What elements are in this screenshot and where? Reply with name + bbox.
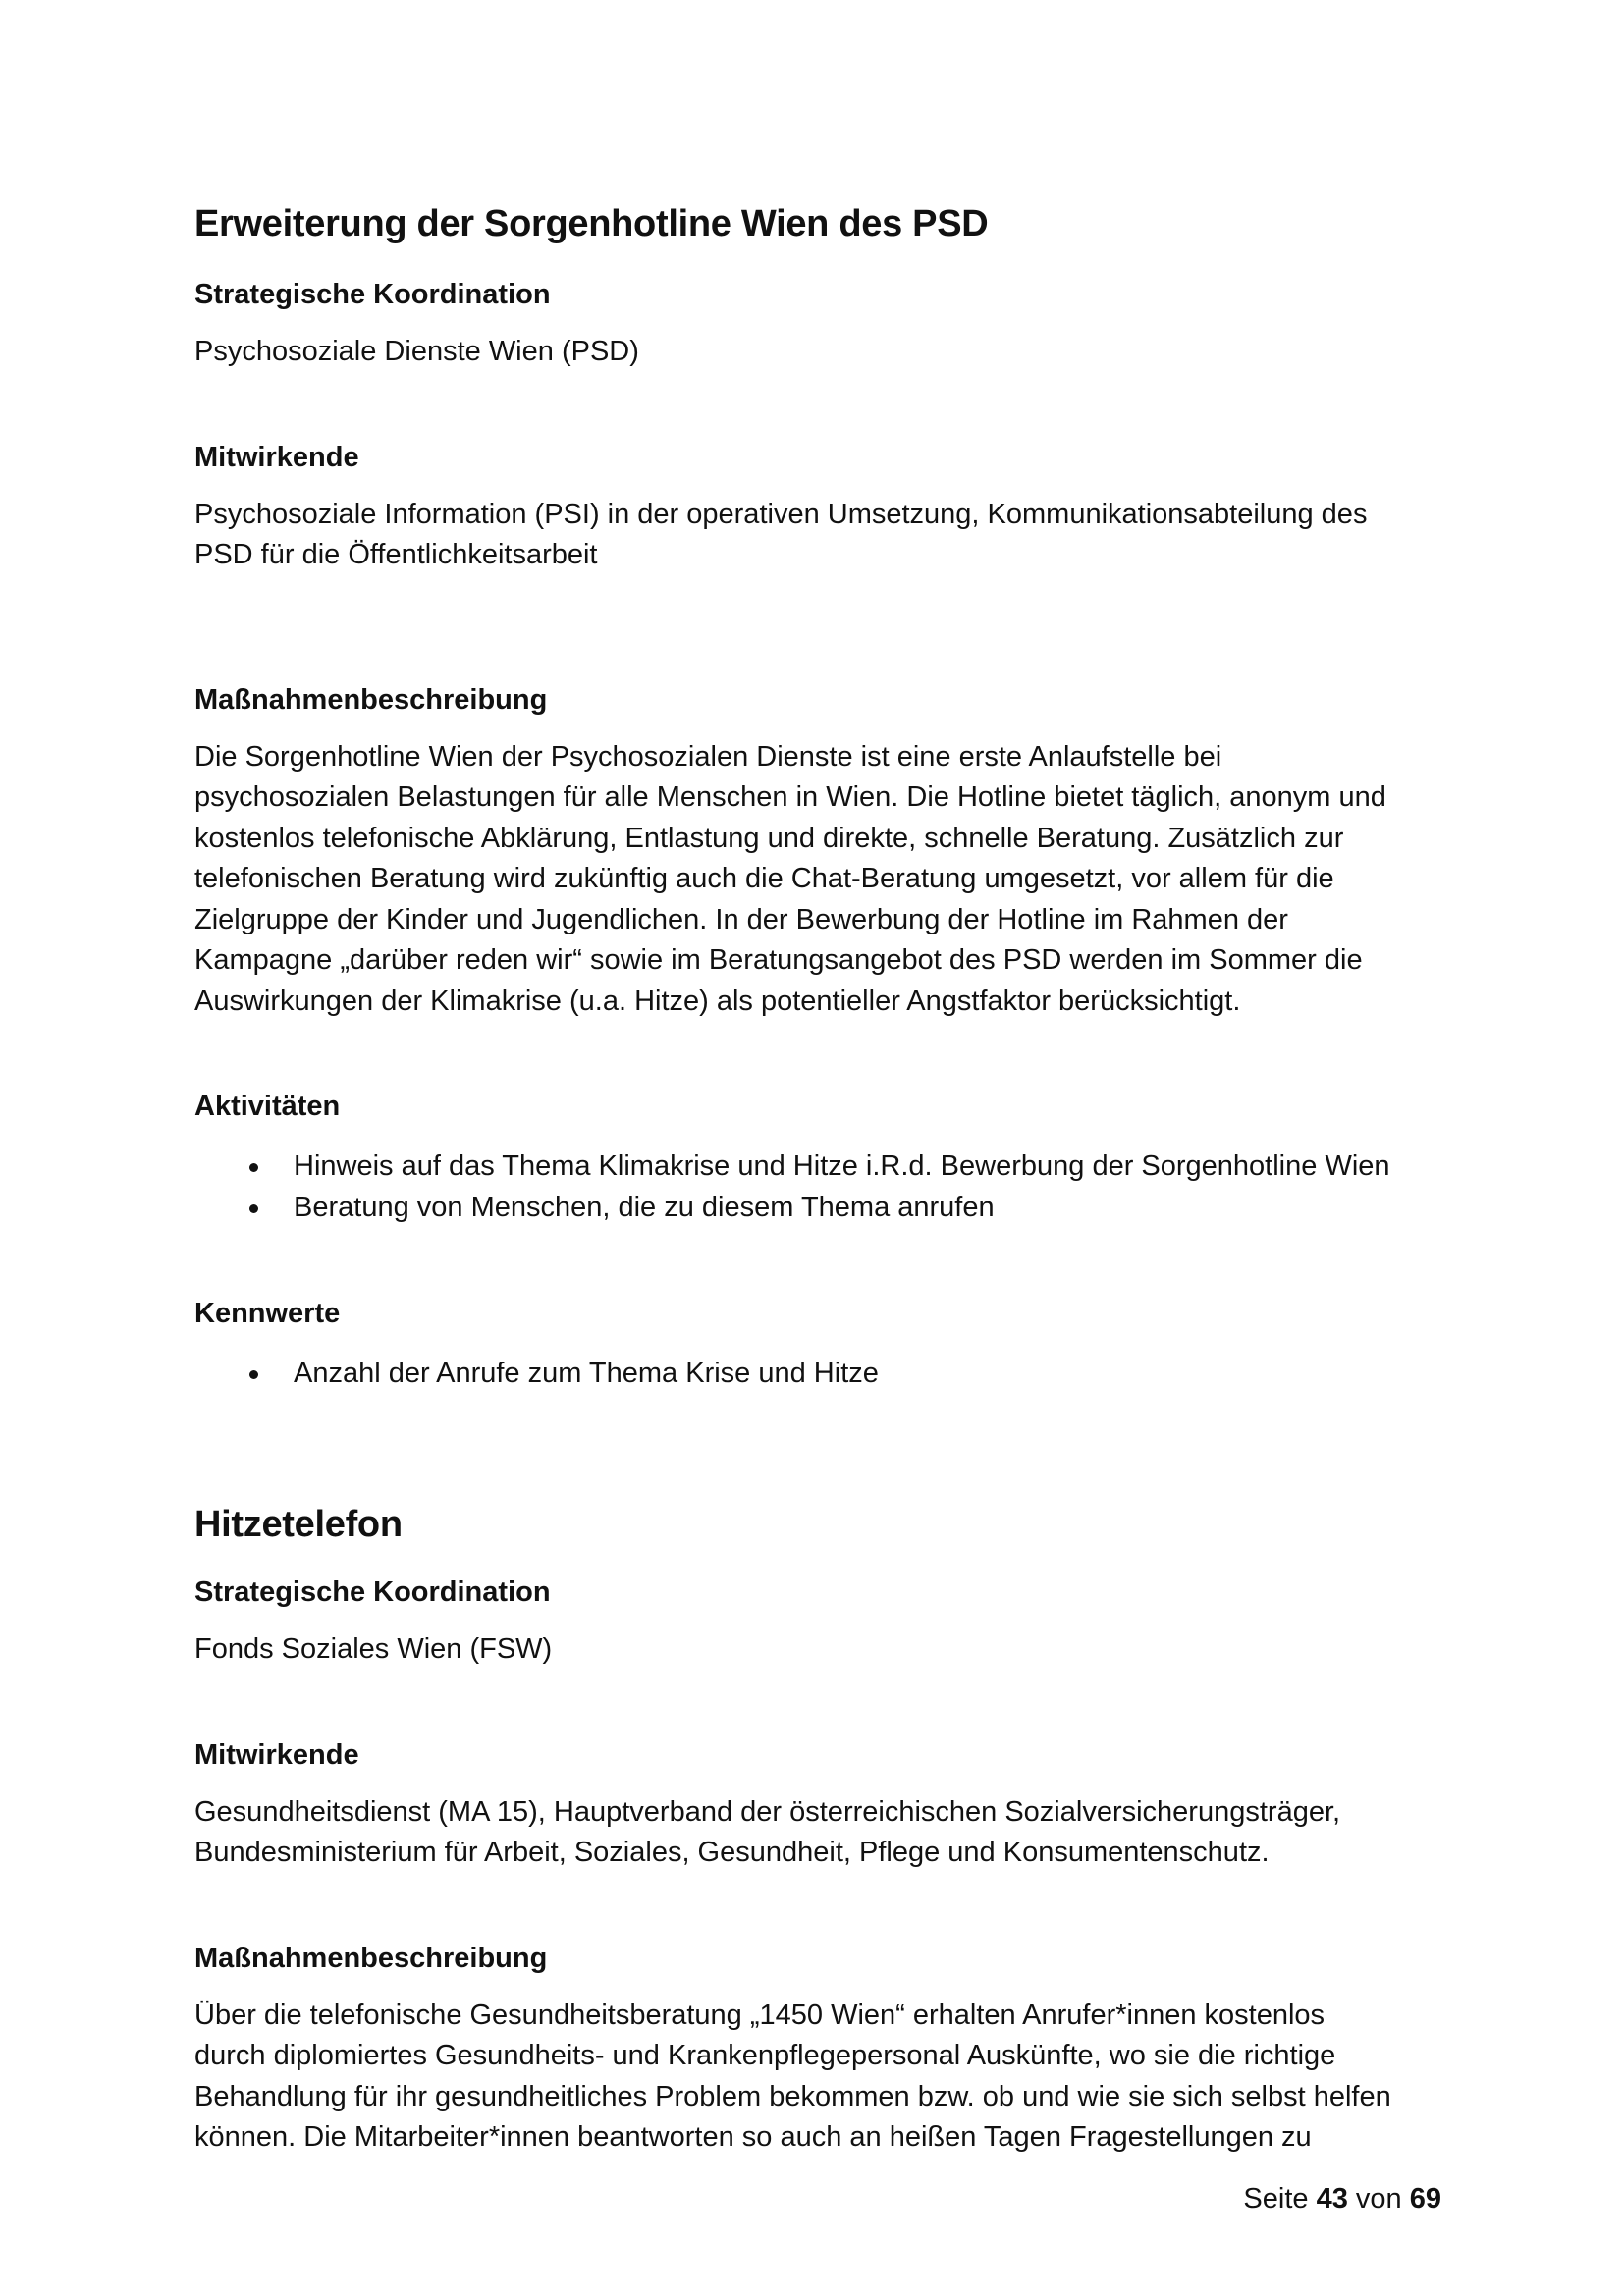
participants-line: Psychosoziale Information (PSI) in der operativen Umsetzung, Kommunikationsabteilung des: [194, 499, 1368, 530]
page-number: [1243, 2179, 1441, 2218]
description-line: Über die telefonische Gesundheitsberatung „1450 Wien“ erhalten Anrufer*innen kostenlos: [194, 2000, 1326, 2031]
page-prefix: Seite: [1243, 2183, 1309, 2215]
coordination-value: Fonds Soziales Wien (FSW): [194, 1633, 553, 1665]
section-title: Erweiterung der Sorgenhotline Wien des PSD: [194, 203, 989, 244]
description-line: Die Sorgenhotline Wien der Psychosozialen Dienste ist eine erste Anlaufstelle bei: [194, 741, 1222, 773]
kpi-heading: Kennwerte: [194, 1298, 341, 1329]
list-item: Hinweis auf das Thema Klimakrise und Hitze i.R.d. Bewerbung der Sorgenhotline Wien: [194, 1147, 1390, 1188]
document-page: [194, 0, 1451, 2296]
description-line: Kampagne „darüber reden wir“ sowie im Beratungsangebot des PSD werden im Sommer die: [194, 944, 1363, 976]
list-item: Beratung von Menschen, die zu diesem Thema anrufen: [194, 1188, 1390, 1229]
description-label: Maßnahmenbeschreibung: [194, 684, 548, 716]
description-line: Behandlung für ihr gesundheitliches Problem bekommen bzw. ob und wie sie sich selbst helfen: [194, 2081, 1391, 2112]
section-title: Hitzetelefon: [194, 1504, 403, 1545]
activities-heading: Aktivitäten: [194, 1091, 341, 1122]
total-pages: 69: [1409, 2183, 1441, 2215]
participants-line: PSD für die Öffentlichkeitsarbeit: [194, 539, 598, 570]
participants-label: Mitwirkende: [194, 1739, 359, 1771]
coordination-label: Strategische Koordination: [194, 279, 551, 310]
description-line: können. Die Mitarbeiter*innen beantworten so auch an heißen Tagen Fragestellungen zu: [194, 2121, 1312, 2153]
bullet-icon: [249, 1204, 258, 1213]
kpi-list: [194, 1354, 879, 1395]
coordination-value: Psychosoziale Dienste Wien (PSD): [194, 336, 639, 367]
participants-line: Gesundheitsdienst (MA 15), Hauptverband der österreichischen Sozialversicherungsträger,: [194, 1796, 1341, 1828]
description-line: psychosozialen Belastungen für alle Menschen in Wien. Die Hotline bietet täglich, anonym und: [194, 781, 1386, 813]
current-page: 43: [1316, 2183, 1348, 2215]
coordination-label: Strategische Koordination: [194, 1576, 551, 1608]
description-label: Maßnahmenbeschreibung: [194, 1943, 548, 1974]
bullet-icon: [249, 1370, 258, 1379]
list-item: Anzahl der Anrufe zum Thema Krise und Hitze: [194, 1354, 879, 1395]
description-line: durch diplomiertes Gesundheits- und Krankenpflegepersonal Auskünfte, wo sie die richtige: [194, 2040, 1336, 2071]
page-separator: von: [1355, 2183, 1402, 2215]
description-line: Auswirkungen der Klimakrise (u.a. Hitze) als potentieller Angstfaktor berücksichtigt.: [194, 986, 1241, 1017]
activities-list: [194, 1147, 1390, 1228]
participants-line: Bundesministerium für Arbeit, Soziales, Gesundheit, Pflege und Konsumentenschutz.: [194, 1837, 1270, 1868]
participants-label: Mitwirkende: [194, 442, 359, 473]
description-line: telefonischen Beratung wird zukünftig auch die Chat-Beratung umgesetzt, vor allem für die: [194, 863, 1334, 894]
description-line: Zielgruppe der Kinder und Jugendlichen. In der Bewerbung der Hotline im Rahmen der: [194, 904, 1288, 935]
bullet-icon: [249, 1163, 258, 1172]
description-line: kostenlos telefonische Abklärung, Entlastung und direkte, schnelle Beratung. Zusätzlich zur: [194, 823, 1344, 854]
